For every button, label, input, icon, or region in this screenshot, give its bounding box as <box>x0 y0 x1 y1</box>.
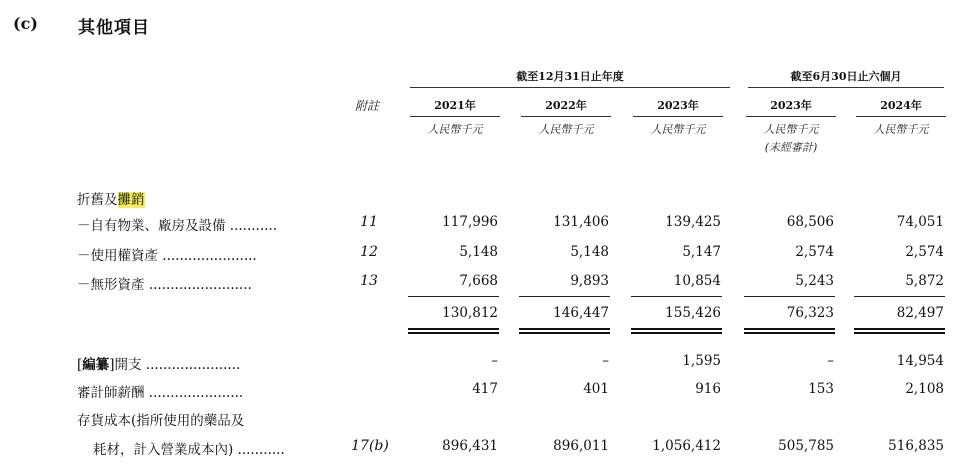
year-underline <box>521 116 611 117</box>
depreciation-title-highlight: 攤銷 <box>117 192 145 208</box>
group-header-six-months: 截至6月30日止六個月 <box>790 70 902 83</box>
row-label-redacted-expenses <box>77 353 240 373</box>
depreciation-title <box>77 188 145 208</box>
cell-value: 74,051 <box>896 214 944 230</box>
cell-value: 5,243 <box>795 273 834 289</box>
unit-label: 人民幣千元 <box>763 123 819 136</box>
group-header-year-end: 截至12月31日止年度 <box>516 70 624 83</box>
cell-value: 2,574 <box>795 244 834 260</box>
depreciation-title-prefix: 折舊及 <box>77 192 118 208</box>
bracket-open: [ <box>77 357 83 373</box>
group-underline-six-months <box>748 87 944 88</box>
cell-value: 68,506 <box>786 214 834 230</box>
row-note: 11 <box>360 214 378 230</box>
row-note: 12 <box>360 244 378 260</box>
cell-value: 516,835 <box>888 438 944 454</box>
cell-value: 505,785 <box>778 438 834 454</box>
total-value: 146,447 <box>553 305 609 321</box>
redacted-text: 編纂 <box>82 357 110 373</box>
cell-value: 7,668 <box>459 273 498 289</box>
cell-value: 1,595 <box>682 353 721 369</box>
total-value: 130,812 <box>442 305 498 321</box>
cell-value: 896,011 <box>553 438 609 454</box>
cell-value: – <box>602 353 609 369</box>
cell-value: 5,147 <box>682 244 721 260</box>
cell-value: 2,108 <box>905 381 944 397</box>
section-label: (c) <box>13 14 38 33</box>
subtotal-rule <box>744 296 835 297</box>
year-header-2023-h1: 2023年 <box>770 99 812 112</box>
double-rule <box>744 328 835 334</box>
cell-value: 5,148 <box>459 244 498 260</box>
year-underline <box>633 116 723 117</box>
cell-value: 2,574 <box>905 244 944 260</box>
unit-label: 人民幣千元 <box>873 123 929 136</box>
cell-value: 401 <box>583 381 609 397</box>
year-header-2021: 2021年 <box>434 99 476 112</box>
subtotal-rule <box>631 296 722 297</box>
cell-value: 5,872 <box>905 273 944 289</box>
cell-value: 417 <box>472 381 498 397</box>
cell-value: 153 <box>808 381 834 397</box>
cell-value: 131,406 <box>553 214 609 230</box>
cell-value: 9,893 <box>570 273 609 289</box>
double-rule <box>519 328 610 334</box>
row-label-owned-ppe: －自有物業、廠房及設備 ........... <box>77 218 277 234</box>
cell-value: 5,148 <box>570 244 609 260</box>
row-note: 13 <box>360 273 378 289</box>
row-note: 17(b) <box>351 438 389 454</box>
group-underline-year-end <box>410 87 730 88</box>
double-rule <box>854 328 945 334</box>
cell-value: 896,431 <box>442 438 498 454</box>
double-rule <box>408 328 499 334</box>
year-header-2022: 2022年 <box>545 99 587 112</box>
unit-label: 人民幣千元 <box>650 123 706 136</box>
year-header-2023: 2023年 <box>657 99 699 112</box>
row-label-inventory-line2: 耗材，計入營業成本內) ........... <box>93 442 285 458</box>
year-underline <box>746 116 836 117</box>
year-underline <box>410 116 500 117</box>
subtotal-rule <box>408 296 499 297</box>
cell-value: 916 <box>695 381 721 397</box>
subtotal-rule <box>519 296 610 297</box>
total-value: 76,323 <box>786 305 834 321</box>
note-column-header: 附註 <box>355 99 380 113</box>
unaudited-label: (未經審計) <box>764 141 818 154</box>
label-suffix: ]開支 ...................... <box>109 357 241 373</box>
section-title: 其他項目 <box>78 18 150 38</box>
cell-value: – <box>827 353 834 369</box>
cell-value: 117,996 <box>442 214 498 230</box>
unit-label: 人民幣千元 <box>427 123 483 136</box>
unit-label: 人民幣千元 <box>538 123 594 136</box>
year-header-2024-h1: 2024年 <box>880 99 922 112</box>
subtotal-rule <box>854 296 945 297</box>
double-rule <box>631 328 722 334</box>
total-value: 155,426 <box>665 305 721 321</box>
cell-value: 14,954 <box>896 353 944 369</box>
cell-value: 139,425 <box>665 214 721 230</box>
row-label-auditor-remuneration: 審計師薪酬 ...................... <box>77 385 244 401</box>
total-value: 82,497 <box>896 305 944 321</box>
row-label-inventory-line1: 存貨成本(指所使用的藥品及 <box>77 413 245 429</box>
year-underline <box>856 116 946 117</box>
cell-value: – <box>491 353 498 369</box>
row-label-right-of-use: －使用權資產 ...................... <box>77 248 257 264</box>
cell-value: 1,056,412 <box>652 438 721 454</box>
row-label-intangible: －無形資產 ........................ <box>77 277 252 293</box>
cell-value: 10,854 <box>673 273 721 289</box>
